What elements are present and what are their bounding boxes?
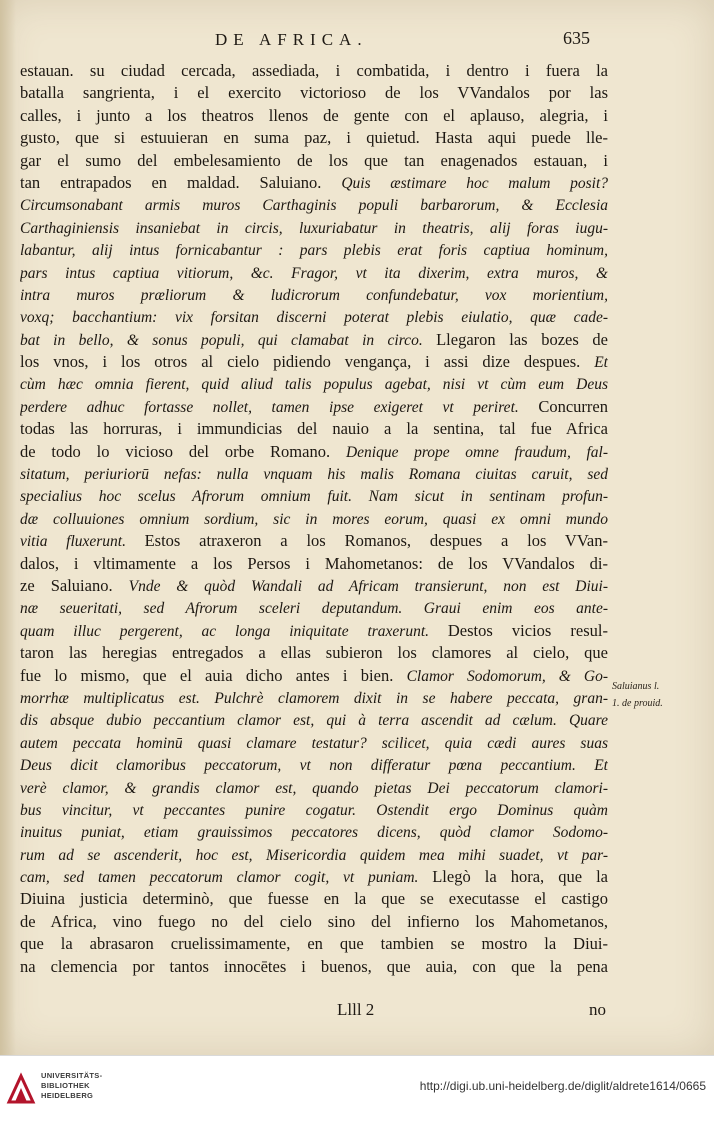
latin-quotation: Circumsonabant armis muros Carthaginis populi barbarorum, & Ecclesia [20,197,608,215]
library-name-line: UNIVERSITÄTS- [41,1071,103,1080]
latin-quotation: dæ colluuiones omnium sordium, sic in mores eorum, quasi ex omni mundo [20,510,608,528]
spanish-text: ze Saluiano. [20,575,129,595]
spanish-text: Llegò la hora, que la [432,867,608,887]
library-name-line: HEIDELBERG [41,1091,94,1100]
spanish-text: Destos vicios resul- [447,620,608,640]
text-line [20,351,608,373]
spanish-text: taron las heregias entregados a ellas subieron los clamores al cielo, que [20,643,608,663]
text-line [20,441,608,463]
text-line [20,911,608,933]
spanish-text: los vnos, i los otros al cielo pidiendo vengança, i assi dize despues. [20,352,595,372]
text-line [20,530,608,552]
text-line [20,642,608,664]
text-line [20,888,608,910]
text-line [20,508,608,530]
text-line [20,127,608,149]
latin-quotation: rum ad se ascenderit, hoc est, Misericordia quidem mea mihi suadet, vt par- [20,846,608,864]
margin-note-reference: 1. de prouid. [612,698,663,709]
latin-quotation: Vnde & quòd Wandali ad Africam transierunt, non est Diui- [128,577,608,595]
latin-quotation: specialius hoc scelus Afrorum omnium fuit. Nam sicut in sentinam profun- [20,488,608,506]
spanish-text: que la abrasaron cruelissimamente, en que tambien se mostro la Diui- [20,934,608,954]
text-line [20,306,608,328]
spanish-text: fue lo mismo, que el auia dicho antes i bien. [20,665,407,685]
latin-quotation: næ seueritati, sed Afrorum sceleri deputandum. Graui enim eos ante- [20,600,608,618]
latin-quotation: inuitus puniat, etiam grauissimos peccatores dicens, quòd clamor Sodomo- [20,824,608,842]
text-line [20,239,608,261]
text-line [20,933,608,955]
text-line [20,463,608,485]
page-gutter-shadow [0,0,16,1055]
text-line [20,866,608,888]
latin-quotation: verè clamor, & grandis clamor est, quando pietas Dei peccatorum clamori- [20,779,608,797]
page-header [0,30,714,54]
spanish-text: dalos, i vltimamente a los Persos i Mahometanos: de los VVandalos di- [20,553,608,573]
latin-quotation: Deus dicit clamoribus peccatorum, vt non differatur pœna peccantium. Et [20,757,608,775]
text-line [20,262,608,284]
text-line [20,732,608,754]
text-line [20,396,608,418]
catchword: no [589,1000,606,1019]
latin-quotation: vitia fluxerunt. [20,533,145,551]
text-line [20,553,608,575]
text-line [20,60,608,82]
text-line [20,418,608,440]
latin-quotation: dis absque dubio peccantium clamor est, qui à terra ascendit ad cælum. Quare [20,712,608,730]
main-text-block [20,60,608,978]
text-line [20,82,608,104]
text-line [20,597,608,619]
spanish-text: calles, i junto a los theatros llenos de gente con el aplauso, alegria, i [20,105,608,125]
latin-quotation: cùm hæc omnia fierent, quid aliud talis populus agebat, nisi vt cùm eum Deus [20,376,608,394]
latin-quotation: pars intus captiua vitiorum, &c. Fragor, vt ita dixerim, extra muros, & [20,264,608,282]
spanish-text: batalla sangrienta, i el exercito victorioso de los VVandalos por las [20,83,608,103]
text-line [20,329,608,351]
latin-quotation: bus vincitur, vt peccantes punire cogatur. Ostendit ergo Dominus quàm [20,801,608,819]
latin-quotation: labantur, alij intus fornicabantur : pars plebis erat foris captiua hominum, [20,242,608,260]
text-line [20,373,608,395]
spanish-text: de Africa, vino fuego no del cielo sino del infierno los Mahometanos, [20,911,608,931]
text-line [20,194,608,216]
text-line [20,105,608,127]
latin-quotation: quam illuc pergerent, ac longa iniquitate traxerunt. [20,622,448,640]
spanish-text: gusto, que si estuuieran en suma paz, i quietud. Hasta aqui puede lle- [20,128,608,148]
spanish-text: Llegaron las bozes de [436,329,608,349]
spanish-text: tan entrapados en maldad. Saluiano. [20,172,342,192]
latin-quotation: Carthaginiensis insaniebat in circis, luxuriabatur in theatris, alij foras iugu- [20,219,608,237]
latin-quotation: autem peccata hominū quasi clamare testatur? scilicet, quia cædi aures suas [20,734,608,752]
latin-quotation: Et [594,354,608,372]
text-line [20,485,608,507]
latin-quotation: intra muros præliorum & ludicrorum confundebatur, vox morientium, [20,286,608,304]
spanish-text: gar el sumo del embelesamiento de los que tan enagenados estauan, i [20,150,608,170]
library-name [41,1071,102,1101]
text-line [20,956,608,978]
spanish-text: estauan. su ciudad cercada, assediada, i combatida, i dentro i fuera la [20,61,608,80]
spanish-text: todas las horruras, i immundicias del nauio a la sentina, tal fue Africa [20,419,608,439]
latin-quotation: sitatum, periuriorū nefas: nulla vnquam his malis Romana ciuitas caruit, sed [20,466,608,484]
running-title: DE AFRICA. [215,30,368,49]
text-line [20,777,608,799]
text-line [20,687,608,709]
university-library-logo-icon [6,1070,36,1104]
text-line [20,217,608,239]
latin-quotation: cam, sed tamen peccatorum clamor cogit, vt puniam. [20,869,433,887]
permalink-url[interactable]: http://digi.ub.uni-heidelberg.de/diglit/aldrete1614/0665 [419,1079,706,1093]
text-line [20,754,608,776]
viewer-footer [0,1055,714,1122]
spanish-text: Estos atraxeron a los Romanos, despues a los VVan- [144,531,608,551]
spanish-text: na clemencia por tantos innocētes i buenos, que auia, con que la pena [20,956,608,976]
text-line [20,821,608,843]
library-name-line: BIBLIOTHEK [41,1081,90,1090]
latin-quotation: Quis æstimare hoc malum posit? [341,174,608,192]
latin-quotation: Clamor Sodomorum, & Go- [406,667,608,685]
text-line [20,172,608,194]
text-line [20,665,608,687]
spanish-text: Concurren [538,396,608,416]
text-line [20,844,608,866]
latin-quotation: voxq; bacchantium: vix forsitan discerni poterat plebis eiulatio, quæ cade- [20,309,608,327]
text-line [20,620,608,642]
text-line [20,575,608,597]
spanish-text: de todo lo vicioso del orbe Romano. [20,441,346,461]
text-line [20,709,608,731]
latin-quotation: perdere adhuc fortasse nollet, tamen ipse exigeret vt periret. [20,398,539,416]
text-line [20,150,608,172]
spanish-text: Diuina justicia determinò, que fuesse en la que se executasse el castigo [20,889,608,909]
latin-quotation: morrhæ multiplicatus est. Pulchrè clamorem dixit in se habere peccata, gran- [20,689,608,707]
page-number: 635 [563,28,590,48]
text-line [20,799,608,821]
latin-quotation: Denique prope omne fraudum, fal- [345,443,608,461]
margin-note-source: Saluianus l. [612,681,660,692]
text-line [20,284,608,306]
latin-quotation: bat in bello, & sonus populi, qui clamabat in circo. [20,331,437,349]
signature-mark: Llll 2 [337,1000,375,1019]
